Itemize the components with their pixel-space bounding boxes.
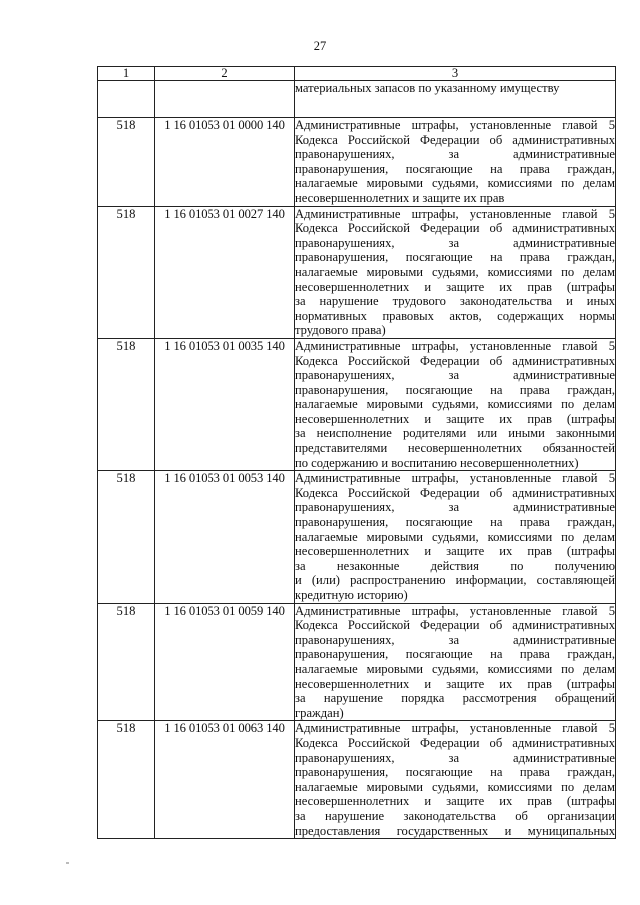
description-line: правонарушения, посягающие на права граждан,	[295, 765, 615, 780]
table-row	[98, 471, 616, 603]
description-line: Кодекса Российской Федерации об административных	[295, 221, 615, 236]
description-line: несовершеннолетних и защите их прав (штрафы	[295, 279, 615, 294]
revenue-description-cell	[295, 603, 616, 721]
admin-code-cell: 518	[98, 603, 155, 721]
continuation-desc-cell	[295, 81, 616, 118]
description-line: трудового права)	[295, 323, 386, 338]
description-line: несовершеннолетних и защите их прав (штрафы	[295, 794, 615, 809]
description-line: нормативных правовых актов, содержащих нормы	[295, 308, 615, 323]
revenue-description-cell	[295, 118, 616, 207]
description-line: Кодекса Российской Федерации об административных	[295, 618, 615, 633]
header-col-2: 2	[155, 67, 295, 81]
description-line: за неисполнение родителями или иными законными	[295, 426, 615, 441]
budget-classification-code-cell: 1 16 01053 01 0059 140	[155, 603, 295, 721]
description-line: Административные штрафы, установленные главой 5	[295, 721, 615, 736]
description-line: за нарушение порядка рассмотрения обращений	[295, 691, 615, 706]
description-line: несовершеннолетних и защите их прав (штрафы	[295, 676, 615, 691]
admin-code-cell: 518	[98, 206, 155, 338]
admin-code-cell: 518	[98, 721, 155, 839]
description-line: правонарушениях, за административные	[295, 368, 615, 383]
description-line: и (или) распространению информации, составляющей	[295, 573, 615, 588]
description-line: за незаконные действия по получению	[295, 558, 615, 573]
scan-speck	[66, 862, 69, 864]
budget-classification-code-cell: 1 16 01053 01 0063 140	[155, 721, 295, 839]
continuation-kbk-cell	[155, 81, 295, 118]
description-line: за нарушение законодательства об организации	[295, 808, 615, 823]
page-number: 27	[313, 39, 327, 53]
description-line: налагаемые мировыми судьями, комиссиями по делам	[295, 264, 615, 279]
description-line: Кодекса Российской Федерации об административных	[295, 132, 615, 147]
description-line: правонарушения, посягающие на права граждан,	[295, 382, 615, 397]
description-line: правонарушениях, за административные	[295, 500, 615, 515]
description-line: налагаемые мировыми судьями, комиссиями по делам	[295, 779, 615, 794]
description-line: правонарушениях, за административные	[295, 147, 615, 162]
description-line: налагаемые мировыми судьями, комиссиями по делам	[295, 397, 615, 412]
description-line: Административные штрафы, установленные главой 5	[295, 338, 615, 353]
description-line: Кодекса Российской Федерации об административных	[295, 735, 615, 750]
description-line: за нарушение трудового законодательства и иных	[295, 294, 615, 309]
table-row	[98, 118, 616, 207]
budget-classification-code-cell: 1 16 01053 01 0027 140	[155, 206, 295, 338]
continuation-text: материальных запасов по указанному имуществу	[295, 81, 560, 95]
table-row	[98, 721, 616, 839]
revenue-description-cell	[295, 206, 616, 338]
table-row	[98, 603, 616, 721]
description-line: правонарушениях, за административные	[295, 235, 615, 250]
revenue-description-cell	[295, 721, 616, 839]
budget-classification-code-cell: 1 16 01053 01 0053 140	[155, 471, 295, 603]
description-line: несовершеннолетних и защите их прав	[295, 190, 505, 205]
description-line: граждан)	[295, 705, 344, 720]
description-line: правонарушениях, за административные	[295, 632, 615, 647]
description-line: по содержанию и воспитанию несовершеннолетних)	[295, 455, 579, 470]
description-line: Кодекса Российской Федерации об административных	[295, 485, 615, 500]
description-line: налагаемые мировыми судьями, комиссиями по делам	[295, 529, 615, 544]
revenue-description-cell	[295, 338, 616, 470]
header-col-3: 3	[295, 67, 616, 81]
admin-code-cell: 518	[98, 338, 155, 470]
description-line: налагаемые мировыми судьями, комиссиями по делам	[295, 661, 615, 676]
description-line: несовершеннолетних и защите их прав (штрафы	[295, 411, 615, 426]
revenue-codes-table	[97, 66, 616, 839]
description-line: налагаемые мировыми судьями, комиссиями по делам	[295, 176, 615, 191]
description-line: правонарушениях, за административные	[295, 750, 615, 765]
admin-code-cell: 518	[98, 118, 155, 207]
description-line: несовершеннолетних и защите их прав (штрафы	[295, 544, 615, 559]
description-line: представителями несовершеннолетних обязанностей	[295, 441, 615, 456]
revenue-description-cell	[295, 471, 616, 603]
description-line: правонарушения, посягающие на права граждан,	[295, 647, 615, 662]
table-header-row	[98, 67, 616, 81]
description-line: Административные штрафы, установленные главой 5	[295, 471, 615, 486]
budget-classification-code-cell: 1 16 01053 01 0035 140	[155, 338, 295, 470]
continuation-code-cell	[98, 81, 155, 118]
description-line: кредитную историю)	[295, 588, 408, 602]
description-line: правонарушения, посягающие на права граждан,	[295, 161, 615, 176]
description-line: Административные штрафы, установленные главой 5	[295, 603, 615, 618]
description-line: Административные штрафы, установленные главой 5	[295, 118, 615, 132]
description-line: Кодекса Российской Федерации об административных	[295, 353, 615, 368]
description-line: правонарушения, посягающие на права граждан,	[295, 250, 615, 265]
header-col-1: 1	[98, 67, 155, 81]
table-row	[98, 338, 616, 470]
description-line: правонарушения, посягающие на права граждан,	[295, 515, 615, 530]
continuation-row	[98, 81, 616, 118]
description-line: предоставления государственных и муниципальных	[295, 823, 615, 838]
table-body	[98, 67, 616, 839]
table-row	[98, 206, 616, 338]
admin-code-cell: 518	[98, 471, 155, 603]
description-line: Административные штрафы, установленные главой 5	[295, 206, 615, 221]
budget-classification-code-cell: 1 16 01053 01 0000 140	[155, 118, 295, 207]
